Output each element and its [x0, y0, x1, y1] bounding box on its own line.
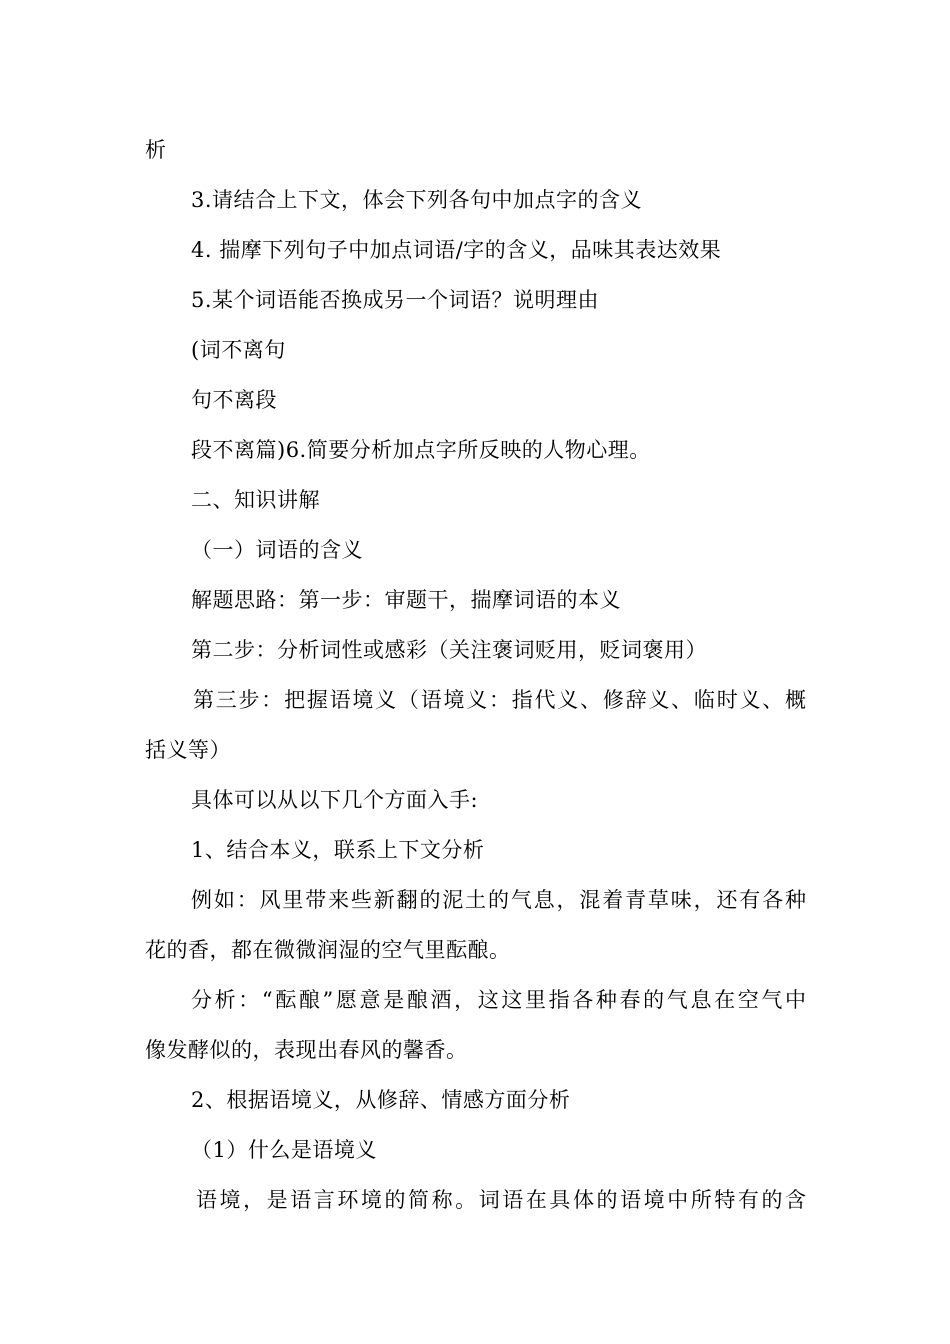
text-line-14: 具体可以从以下几个方面入手: — [191, 788, 479, 812]
text-line-12: 第三步：把握语境义（语境义：指代义、修辞义、临时义、概 — [193, 688, 806, 712]
text-line-18: 分析：“酝酿”愿意是酿酒，这这里指各种春的气息在空气中 — [191, 988, 806, 1012]
text-line-21: （1）什么是语境义 — [191, 1138, 377, 1162]
text-line-6: 句不离段 — [191, 388, 277, 412]
text-line-11: 第二步：分析词性或感彩（关注褒词贬用，贬词褒用） — [191, 638, 707, 662]
text-line-20: 2、根据语境义，从修辞、情感方面分析 — [191, 1088, 571, 1112]
text-line-2: 3.请结合上下文，体会下列各句中加点字的含义 — [191, 188, 643, 212]
section-heading: 二、知识讲解 — [191, 488, 320, 512]
text-line-5: (词不离句 — [191, 338, 286, 362]
text-line-15: 1、结合本义，联系上下文分析 — [191, 838, 485, 862]
text-line-10: 解题思路：第一步：审题干，揣摩词语的本义 — [191, 588, 621, 612]
text-line-1: 析 — [145, 138, 167, 162]
text-line-17: 花的香，都在微微润湿的空气里酝酿。 — [145, 938, 511, 962]
subsection-heading: （一）词语的含义 — [191, 538, 363, 562]
text-line-22: 语境，是语言环境的简称。词语在具体的语境中所特有的含 — [196, 1188, 806, 1212]
text-line-7: 段不离篇)6.简要分析加点字所反映的人物心理。 — [191, 438, 651, 462]
text-line-19: 像发酵似的，表现出春风的馨香。 — [145, 1038, 468, 1062]
text-line-4: 5.某个词语能否换成另一个词语？说明理由 — [191, 288, 600, 312]
text-line-13: 括义等） — [145, 738, 231, 762]
text-line-16: 例如：风里带来些新翻的泥土的气息，混着青草味，还有各种 — [191, 888, 806, 912]
text-line-3: 4. 揣摩下列句子中加点词语/字的含义，品味其表达效果 — [191, 238, 722, 262]
